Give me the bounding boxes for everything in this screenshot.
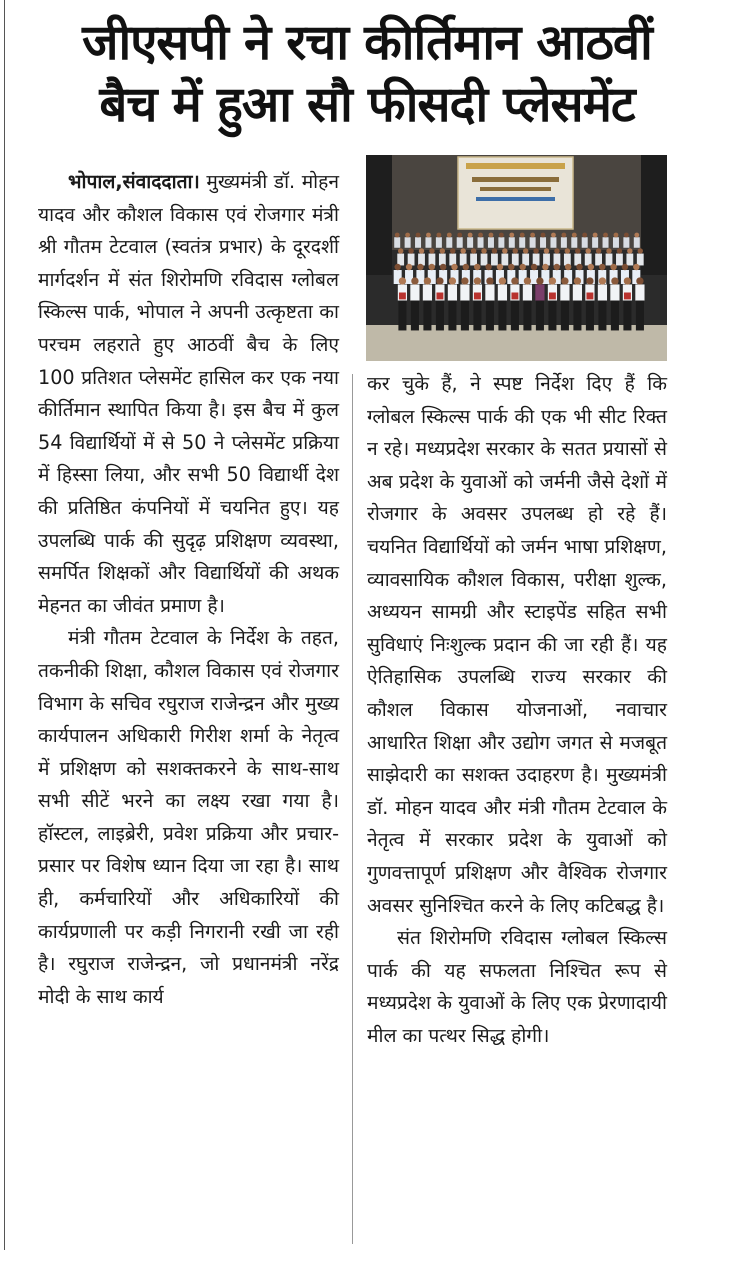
photo-person-head <box>541 233 546 238</box>
photo-person-body <box>448 284 457 300</box>
photo-person-head <box>576 264 582 270</box>
photo-person-head <box>624 277 631 284</box>
photo-person-legs <box>586 301 594 331</box>
photo-person <box>533 248 540 265</box>
photo-person <box>554 248 561 265</box>
photo-person <box>408 248 415 265</box>
group-photo <box>366 155 667 361</box>
photo-person-head <box>523 248 528 253</box>
photo-person-head <box>565 264 571 270</box>
photo-person-head <box>398 248 403 253</box>
photo-certificate <box>511 293 518 300</box>
photo-person-body <box>425 237 431 248</box>
photo-person <box>394 233 400 248</box>
photo-person-body <box>457 237 463 248</box>
photo-person <box>626 248 633 265</box>
photo-person-head <box>447 233 452 238</box>
photo-person-body <box>535 284 544 300</box>
photo-person-body <box>626 254 633 266</box>
photo-person-body <box>598 284 607 300</box>
photo-right-curtain <box>641 155 667 275</box>
group-photo-icon <box>366 155 667 361</box>
photo-person-body <box>410 284 419 300</box>
photo-person <box>429 248 436 265</box>
photo-person-body <box>488 237 494 248</box>
photo-person-legs <box>536 301 544 331</box>
photo-person <box>561 233 567 248</box>
photo-person-head <box>440 264 446 270</box>
photo-person-head <box>634 233 639 238</box>
photo-person-head <box>419 248 424 253</box>
photo-person-body <box>561 237 567 248</box>
photo-person-head <box>509 233 514 238</box>
photo-person <box>535 277 544 330</box>
photo-person-body <box>405 237 411 248</box>
photo-certificate <box>586 293 593 300</box>
photo-person-body <box>436 237 442 248</box>
photo-person-head <box>417 264 423 270</box>
paragraph-2-right: कर चुके हैं, ने स्पष्ट निर्देश दिए हैं कि ग्लोबल स्किल्स पार्क की एक भी सीट रिक्त न रहे। मध्यप्रदेश सरकार के सतत प्रयासों से अब प्रदेश के युवाओं को जर्मनी जैसे देशों में रोजगार के अवसर उपलब्ध हो रहे हैं। चयनित विद्यार्थियों को जर्मन भाषा प्रशिक्षण, व्यावसायिक कौशल विकास, परीक्षा शुल्क, अध्ययन सामग्री और स्टाइपेंड सहित सभी सुविधाएं निःशुल्क प्रदान की जा रही हैं। यह ऐतिहासिक उपलब्धि राज्य सरकार की कौशल विकास योजनाओं, नवाचार आधारित शिक्षा और उद्योग जगत से मजबूत साझेदारी का सशक्त उदाहरण है। मुख्यमंत्री डॉ. मोहन यादव और मंत्री गौतम टेटवाल के नेतृत्व में सरकार प्रदेश के युवाओं को गुणवत्तापूर्ण प्रशिक्षण और वैश्विक रोजगार अवसर सुनिश्चित करने के लिए कटिबद्ध है। <box>367 372 667 917</box>
photo-person <box>592 233 598 248</box>
photo-person-head <box>468 233 473 238</box>
photo-person-head <box>561 277 568 284</box>
photo-person <box>460 277 469 330</box>
photo-person-head <box>406 264 412 270</box>
photo-person <box>410 277 419 330</box>
photo-person-head <box>474 277 481 284</box>
photo-person-body <box>485 284 494 300</box>
photo-person-head <box>440 248 445 253</box>
photo-person-head <box>489 233 494 238</box>
photo-person <box>491 248 498 265</box>
photo-person-body <box>460 284 469 300</box>
photo-person <box>610 277 619 330</box>
photo-person <box>478 233 484 248</box>
photo-person <box>616 248 623 265</box>
photo-person-body <box>582 237 588 248</box>
photo-person <box>560 277 569 330</box>
photo-person <box>488 233 494 248</box>
photo-person <box>481 248 488 265</box>
photo-person <box>405 233 411 248</box>
photo-person-head <box>471 248 476 253</box>
photo-banner-text-2 <box>480 187 551 191</box>
headline <box>22 12 712 136</box>
photo-person-head <box>554 248 559 253</box>
photo-person-body <box>564 254 571 266</box>
photo-person-head <box>408 248 413 253</box>
photo-person <box>595 248 602 265</box>
paragraph-1-body: मुख्यमंत्री डॉ. मोहन यादव और कौशल विकास एवं रोजगार मंत्री श्री गौतम टेटवाल (स्वतंत्र प्रभार) के दूरदर्शी मार्गदर्शन में संत शिरोमणि रविदास ग्लोबल स्किल्स पार्क, भोपाल ने अपनी उत्कृष्टता का परचम लहराते हुए आठवीं बैच के लिए 100 प्रतिशत प्लेसमेंट हासिल कर एक नया कीर्तिमान स्थापित किया है। इस बैच में कुल 54 विद्यार्थियों में से 50 ने प्लेसमेंट प्रक्रिया में हिस्सा लिया, और सभी 50 विद्यार्थी देश की प्रतिष्ठित कंपनियों में चयनित हुए। यह उपलब्धि पार्क की सुदृढ़ प्रशिक्षण व्यवस्था, समर्पित शिक्षकों और विद्यार्थियों की अथक मेहनत का जीवंत प्रमाण है। <box>38 170 339 617</box>
photo-person <box>571 233 577 248</box>
photo-person-legs <box>486 301 494 331</box>
photo-person-head <box>572 233 577 238</box>
photo-person-head <box>561 233 566 238</box>
photo-left-curtain <box>366 155 392 275</box>
photo-person-legs <box>548 301 556 331</box>
photo-person-head <box>481 248 486 253</box>
photo-person <box>574 248 581 265</box>
photo-person-body <box>574 254 581 266</box>
photo-person-body <box>543 254 550 266</box>
photo-person <box>623 233 629 248</box>
photo-person-head <box>531 264 537 270</box>
photo-person-head <box>530 233 535 238</box>
photo-person-head <box>593 233 598 238</box>
photo-person <box>509 233 515 248</box>
photo-person <box>523 277 532 330</box>
photo-person <box>449 248 456 265</box>
photo-person <box>606 248 613 265</box>
photo-person <box>540 233 546 248</box>
photo-person-head <box>536 277 543 284</box>
photo-person-head <box>497 264 503 270</box>
photo-person-legs <box>611 301 619 331</box>
photo-person-body <box>616 254 623 266</box>
photo-person-body <box>478 237 484 248</box>
article-column-left <box>38 166 339 1013</box>
photo-person-head <box>624 233 629 238</box>
photo-person-body <box>573 284 582 300</box>
photo-person <box>498 277 507 330</box>
photo-person-head <box>399 277 406 284</box>
photo-certificate <box>474 293 481 300</box>
photo-banner-header <box>466 163 565 169</box>
dateline: भोपाल,संवाददाता। <box>68 170 200 193</box>
photo-person-head <box>436 233 441 238</box>
photo-person <box>637 248 644 265</box>
photo-person-head <box>596 248 601 253</box>
photo-person-head <box>519 264 525 270</box>
photo-person-legs <box>498 301 506 331</box>
column-gutter-rule <box>352 374 353 1244</box>
photo-person-head <box>636 277 643 284</box>
photo-person-head <box>424 277 431 284</box>
photo-certificate <box>624 293 631 300</box>
photo-person-body <box>540 237 546 248</box>
photo-person-head <box>582 233 587 238</box>
photo-person-head <box>574 277 581 284</box>
left-column-rule <box>4 0 5 1250</box>
photo-person-body <box>408 254 415 266</box>
photo-person-body <box>610 284 619 300</box>
photo-person-body <box>509 237 515 248</box>
photo-person-head <box>606 248 611 253</box>
photo-person <box>436 233 442 248</box>
photo-person <box>543 248 550 265</box>
photo-person <box>512 248 519 265</box>
photo-person-body <box>397 254 404 266</box>
photo-person-head <box>611 277 618 284</box>
photo-person-body <box>530 237 536 248</box>
photo-person-legs <box>473 301 481 331</box>
photo-person-head <box>586 277 593 284</box>
photo-person-body <box>418 254 425 266</box>
photo-person-body <box>560 284 569 300</box>
photo-person-body <box>550 237 556 248</box>
photo-person-body <box>470 254 477 266</box>
photo-person-legs <box>411 301 419 331</box>
paragraph-2-left: मंत्री गौतम टेटवाल के निर्देश के तहत, तकनीकी शिक्षा, कौशल विकास एवं रोजगार विभाग के सचिव रघुराज राजेन्द्रन और मुख्य कार्यपालन अधिकारी गिरीश शर्मा के नेतृत्व में प्रशिक्षण को सशक्तकरने के साथ-साथ सभी सीटें भरने का लक्ष्य रखा गया है। हॉस्टल, लाइब्रेरी, प्रवेश प्रक्रिया और प्रचार-प्रसार पर विशेष ध्यान दिया जा रहा है। साथ ही, कर्मचारियों और अधिकारियों की कार्यप्रणाली पर कड़ी निगरानी रखी जा रही है। रघुराज राजेन्द्रन, जो प्रधानमंत्री नरेंद्र मोदी के साथ कार्य <box>38 626 339 1008</box>
photo-person <box>435 277 444 330</box>
photo-person-head <box>502 248 507 253</box>
photo-person <box>457 233 463 248</box>
photo-person-body <box>623 237 629 248</box>
photo-person-body <box>523 284 532 300</box>
photo-person-head <box>603 233 608 238</box>
photo-person-body <box>429 254 436 266</box>
photo-person-head <box>508 264 514 270</box>
photo-person <box>582 233 588 248</box>
photo-person-body <box>501 254 508 266</box>
photo-person-head <box>474 264 480 270</box>
photo-person-head <box>627 248 632 253</box>
photo-person <box>522 248 529 265</box>
photo-person-body <box>481 254 488 266</box>
photo-person <box>448 277 457 330</box>
photo-person-head <box>461 277 468 284</box>
photo-certificate <box>399 293 406 300</box>
photo-person-head <box>533 248 538 253</box>
photo-person-head <box>638 248 643 253</box>
photo-person-head <box>449 277 456 284</box>
photo-person-head <box>485 264 491 270</box>
photo-person-head <box>542 264 548 270</box>
photo-person-body <box>613 237 619 248</box>
photo-person-head <box>513 248 518 253</box>
photo-person-head <box>551 233 556 238</box>
photo-person-body <box>423 284 432 300</box>
photo-person-head <box>429 248 434 253</box>
photo-person-head <box>511 277 518 284</box>
photo-person <box>548 277 557 330</box>
photo-person-head <box>575 248 580 253</box>
photo-person-head <box>499 233 504 238</box>
photo-person <box>510 277 519 330</box>
photo-person-legs <box>398 301 406 331</box>
photo-person-body <box>606 254 613 266</box>
photo-person-head <box>416 233 421 238</box>
photo-person-head <box>426 233 431 238</box>
photo-person <box>485 277 494 330</box>
photo-person <box>635 277 644 330</box>
photo-banner-text-3 <box>476 197 555 201</box>
photo-person-head <box>554 264 560 270</box>
photo-person-head <box>450 248 455 253</box>
photo-person-body <box>449 254 456 266</box>
photo-person-body <box>394 237 400 248</box>
photo-person-head <box>457 233 462 238</box>
photo-person <box>446 233 452 248</box>
photo-person <box>397 248 404 265</box>
photo-person-head <box>549 277 556 284</box>
photo-person <box>473 277 482 330</box>
photo-person-body <box>519 237 525 248</box>
photo-person-head <box>460 248 465 253</box>
photo-person-legs <box>461 301 469 331</box>
photo-person-body <box>571 237 577 248</box>
photo-person <box>460 248 467 265</box>
photo-person-body <box>439 254 446 266</box>
photo-person-legs <box>523 301 531 331</box>
photo-person-head <box>524 277 531 284</box>
photo-person-body <box>522 254 529 266</box>
photo-banner-text <box>472 177 559 182</box>
photo-person-head <box>588 264 594 270</box>
photo-person-body <box>467 237 473 248</box>
photo-person-head <box>405 233 410 238</box>
photo-person-head <box>565 248 570 253</box>
photo-person-body <box>595 254 602 266</box>
photo-person-legs <box>573 301 581 331</box>
photo-person <box>467 233 473 248</box>
paragraph-3: संत शिरोमणि रविदास ग्लोबल स्किल्स पार्क की यह सफलता निश्चित रूप से मध्यप्रदेश के युवाओं के लिए एक प्रेरणादायी मील का पत्थर सिद्ध होगी। <box>367 926 667 1047</box>
photo-person-body <box>603 237 609 248</box>
photo-person-head <box>599 264 605 270</box>
photo-person-body <box>460 254 467 266</box>
photo-person <box>603 233 609 248</box>
photo-person-body <box>533 254 540 266</box>
photo-person-body <box>498 237 504 248</box>
photo-person-head <box>394 264 400 270</box>
photo-person-legs <box>436 301 444 331</box>
photo-person <box>423 277 432 330</box>
photo-person-head <box>492 248 497 253</box>
photo-person-legs <box>423 301 431 331</box>
photo-person <box>501 248 508 265</box>
photo-person-head <box>395 233 400 238</box>
photo-person-legs <box>511 301 519 331</box>
photo-person <box>623 277 632 330</box>
photo-person <box>470 248 477 265</box>
photo-person-legs <box>623 301 631 331</box>
photo-person <box>598 277 607 330</box>
photo-person <box>550 233 556 248</box>
photo-person-legs <box>561 301 569 331</box>
photo-person <box>585 277 594 330</box>
photo-person-body <box>637 254 644 266</box>
photo-person-head <box>499 277 506 284</box>
photo-person <box>519 233 525 248</box>
photo-person-head <box>429 264 435 270</box>
photo-person-head <box>585 248 590 253</box>
photo-person <box>439 248 446 265</box>
photo-person <box>613 233 619 248</box>
headline-line-2: बैच में हुआ सौ फीसदी प्लेसमेंट <box>99 76 635 133</box>
photo-person <box>573 277 582 330</box>
photo-person-legs <box>636 301 644 331</box>
photo-person-head <box>520 233 525 238</box>
photo-person-head <box>610 264 616 270</box>
photo-person <box>564 248 571 265</box>
photo-person-head <box>436 277 443 284</box>
photo-person-body <box>635 284 644 300</box>
photo-person-head <box>633 264 639 270</box>
article-column-right <box>367 368 667 1052</box>
photo-person-body <box>491 254 498 266</box>
photo-person <box>498 233 504 248</box>
photo-certificate <box>436 293 443 300</box>
photo-person <box>530 233 536 248</box>
photo-person-head <box>599 277 606 284</box>
photo-person <box>418 248 425 265</box>
photo-person-head <box>486 277 493 284</box>
photo-person <box>415 233 421 248</box>
photo-person-head <box>411 277 418 284</box>
photo-person-body <box>512 254 519 266</box>
photo-person-legs <box>598 301 606 331</box>
photo-person <box>398 277 407 330</box>
photo-person-head <box>622 264 628 270</box>
photo-certificate <box>549 293 556 300</box>
photo-person <box>425 233 431 248</box>
headline-line-1: जीएसपी ने रचा कीर्तिमान आठवीं <box>82 14 652 71</box>
photo-person-head <box>617 248 622 253</box>
photo-person <box>585 248 592 265</box>
photo-person <box>634 233 640 248</box>
photo-person-body <box>585 254 592 266</box>
photo-person-body <box>634 237 640 248</box>
paragraph-1 <box>38 166 339 622</box>
photo-person-legs <box>448 301 456 331</box>
photo-person-body <box>415 237 421 248</box>
photo-person-body <box>498 284 507 300</box>
photo-person-body <box>554 254 561 266</box>
photo-person-head <box>544 248 549 253</box>
photo-person-head <box>451 264 457 270</box>
photo-person-body <box>592 237 598 248</box>
photo-person-head <box>614 233 619 238</box>
photo-person-head <box>478 233 483 238</box>
photo-person-body <box>446 237 452 248</box>
photo-person-head <box>463 264 469 270</box>
